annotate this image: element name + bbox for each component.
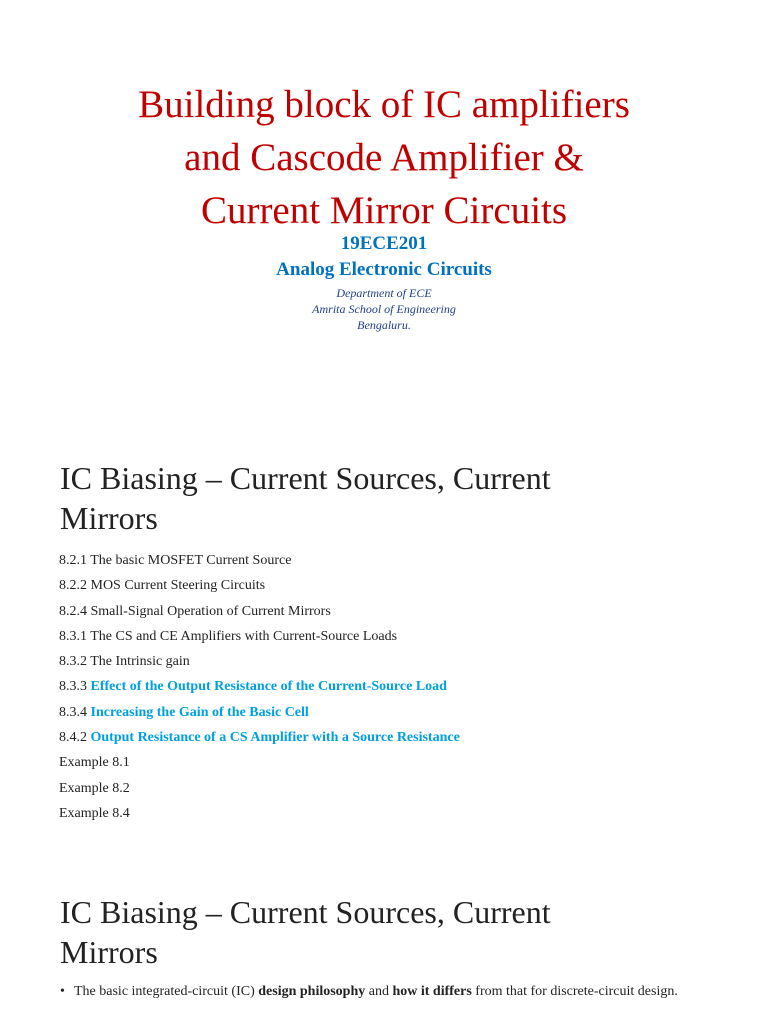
- topic-number: 8.2.4: [59, 603, 87, 619]
- topic-text: MOS Current Steering Circuits: [90, 578, 266, 594]
- bullet-text-part: and: [365, 984, 393, 999]
- topics-heading-line-1: IC Biasing – Current Sources, Current: [60, 460, 551, 496]
- topic-item: [59, 776, 460, 801]
- topics-heading-line-2: Mirrors: [60, 500, 158, 536]
- topic-item: [59, 674, 460, 699]
- topic-item: [59, 700, 460, 725]
- title-slide: [0, 0, 768, 440]
- intro-heading-line-2: Mirrors: [60, 934, 158, 970]
- title-line-2: and Cascode Amplifier &: [184, 136, 584, 179]
- intro-slide: [0, 850, 768, 1024]
- topic-number: 8.2.2: [59, 578, 87, 594]
- topic-text-highlighted: Output Resistance of a CS Amplifier with a Source Resistance: [90, 730, 460, 746]
- topic-text: Small-Signal Operation of Current Mirrors: [90, 603, 331, 619]
- bullet-text-part: from that for discrete-circuit design.: [471, 984, 678, 999]
- topic-text: The basic MOSFET Current Source: [90, 553, 292, 568]
- school-line: Amrita School of Engineering: [312, 302, 456, 316]
- topic-item: [59, 599, 460, 624]
- topic-item: [59, 548, 460, 573]
- topic-text-highlighted: Increasing the Gain of the Basic Cell: [90, 704, 309, 720]
- topic-number: 8.3.2: [59, 654, 87, 670]
- intro-heading: [60, 892, 660, 972]
- topic-item: [59, 801, 460, 826]
- topic-text: The CS and CE Amplifiers with Current-Source Loads: [90, 628, 398, 644]
- topic-text-highlighted: Effect of the Output Resistance of the Current-Source Load: [90, 679, 447, 695]
- topic-text: Example 8.1: [59, 755, 130, 771]
- topic-item: [59, 725, 460, 750]
- topics-slide: [0, 440, 768, 850]
- bullet-bold-how-it-differs: how it differs: [392, 984, 472, 999]
- topic-item: [59, 649, 460, 674]
- bullet-marker: •: [60, 984, 65, 999]
- topic-list: [59, 548, 460, 826]
- course-name: Analog Electronic Circuits: [276, 259, 492, 280]
- department-line: Department of ECE: [336, 286, 432, 300]
- topic-number: 8.3.3: [59, 679, 87, 695]
- topic-text: Example 8.4: [59, 805, 130, 821]
- topic-item: [59, 624, 460, 649]
- topic-number: 8.4.2: [59, 730, 87, 746]
- presentation-title: [0, 78, 768, 237]
- bullet-item: [60, 983, 700, 1001]
- course-code: 19ECE201: [340, 233, 428, 254]
- intro-heading-line-1: IC Biasing – Current Sources, Current: [60, 894, 551, 930]
- affiliation: [0, 285, 768, 333]
- topic-item: [59, 573, 460, 598]
- title-line-1: Building block of IC amplifiers: [138, 83, 630, 126]
- topic-text: The Intrinsic gain: [90, 654, 190, 670]
- bullet-text-part: The basic integrated-circuit (IC): [74, 984, 259, 999]
- city-line: Bengaluru.: [357, 318, 411, 332]
- topic-item: [59, 750, 460, 775]
- topic-number: 8.3.1: [59, 628, 87, 644]
- topic-number: 8.2.1: [59, 553, 87, 568]
- topic-text: Example 8.2: [59, 780, 130, 796]
- topic-number: 8.3.4: [59, 704, 87, 720]
- title-line-3: Current Mirror Circuits: [200, 189, 568, 232]
- bullet-bold-design-philosophy: design philosophy: [258, 984, 366, 999]
- topics-heading: [60, 458, 660, 538]
- bullet-text: [60, 983, 700, 1001]
